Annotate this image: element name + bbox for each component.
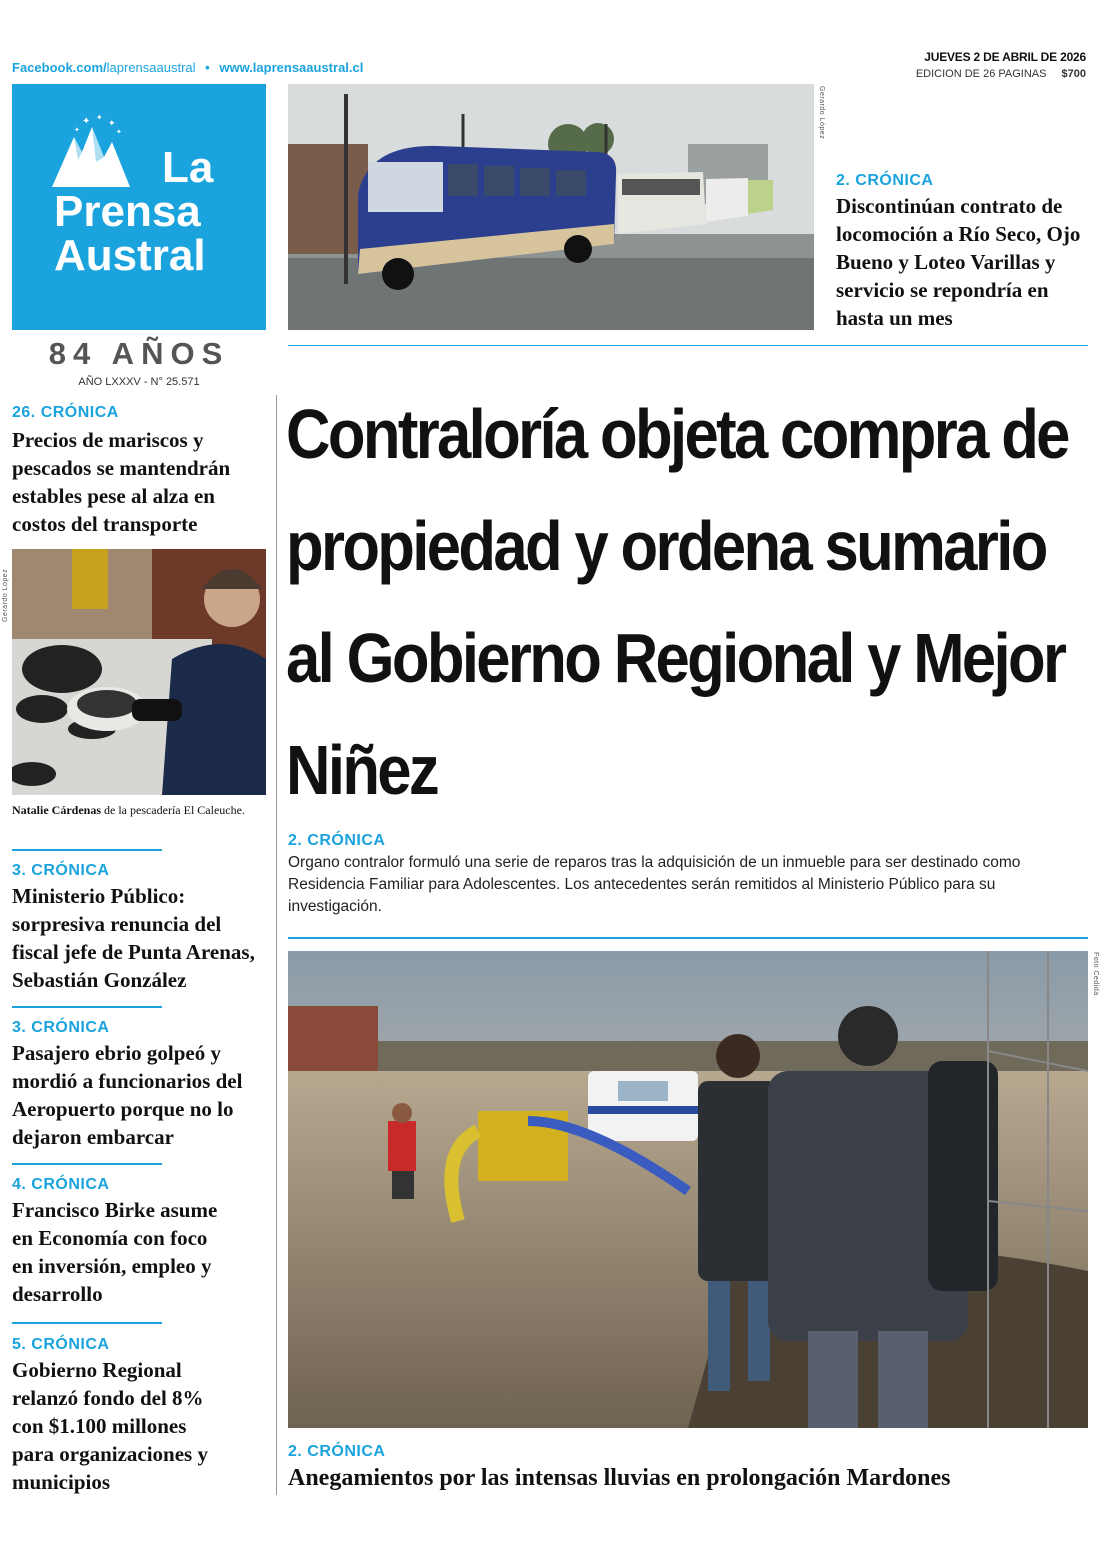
svg-text:✦: ✦ bbox=[108, 118, 116, 128]
divider bbox=[12, 1322, 162, 1324]
item-kicker: 4. CRÓNICA bbox=[12, 1176, 110, 1193]
sidebar-story-seafood[interactable] bbox=[12, 404, 266, 538]
item-kicker: 3. CRÓNICA bbox=[12, 1019, 110, 1036]
svg-text:✦: ✦ bbox=[82, 116, 91, 127]
item-kicker: 5. CRÓNICA bbox=[12, 1336, 110, 1353]
svg-text:✦: ✦ bbox=[116, 129, 122, 136]
item-kicker: 3. CRÓNICA bbox=[12, 862, 110, 879]
divider bbox=[12, 1163, 162, 1165]
sidebar-item[interactable] bbox=[12, 862, 266, 994]
story-kicker: 26. CRÓNICA bbox=[12, 404, 119, 421]
story-kicker: 2. CRÓNICA bbox=[288, 1443, 386, 1460]
photo-credit: Gerardo López bbox=[2, 568, 9, 622]
story-headline: Discontinúan contrato de locomoción a Río Seco, Ojo Bueno y Loteo Varillas y servicio se repondría en hasta un mes bbox=[836, 194, 1081, 330]
sidebar-item[interactable] bbox=[12, 1019, 266, 1151]
flooding-photo bbox=[288, 951, 1088, 1428]
divider bbox=[12, 849, 162, 851]
anniversary-label: 84 AÑOS bbox=[48, 336, 230, 371]
facebook-handle: laprensaaustral bbox=[106, 60, 196, 75]
facebook-domain: Facebook.com/ bbox=[12, 60, 107, 75]
photo-caption bbox=[12, 802, 266, 818]
item-headline: Francisco Birke asume en Economía con foco en inversión, empleo y desarrollo bbox=[12, 1198, 218, 1306]
issue-date: JUEVES 2 DE ABRIL DE 2026 bbox=[924, 50, 1086, 64]
story-kicker: 2. CRÓNICA bbox=[288, 832, 386, 849]
divider bbox=[288, 345, 1088, 346]
edition-info bbox=[916, 68, 1086, 80]
main-headline[interactable]: Contraloría objeta compra de propiedad y ordena sumario al Gobierno Regional y Mejor Niñez bbox=[286, 395, 1068, 809]
caption-name: Natalie Cárdenas bbox=[12, 803, 101, 817]
item-headline: Gobierno Regional relanzó fondo del 8% con $1.100 millones para organizaciones y municipios bbox=[12, 1358, 208, 1494]
divider bbox=[288, 937, 1088, 939]
story-kicker: 2. CRÓNICA bbox=[836, 172, 934, 189]
top-story[interactable] bbox=[836, 172, 1091, 332]
logo-text-austral: Austral bbox=[54, 231, 206, 280]
seafood-vendor-photo bbox=[12, 549, 266, 795]
item-headline: Pasajero ebrio golpeó y mordió a funcionarios del Aeropuerto porque no lo dejaron embarcar bbox=[12, 1041, 243, 1149]
photo-credit: Gerardo López bbox=[818, 86, 825, 140]
story-summary: Organo contralor formuló una serie de reparos tras la adquisición de un inmueble para ser destinado como Residencia Familiar para Adolescentes. Los antecedentes serán remitidos al Ministerio Público para su investigación. bbox=[288, 854, 1021, 915]
mountains-logo-icon bbox=[52, 112, 152, 192]
svg-text:✦: ✦ bbox=[96, 113, 103, 122]
facebook-link[interactable] bbox=[12, 60, 196, 75]
logo-text-prensa: Prensa bbox=[54, 187, 201, 236]
caption-text: de la pescadería El Caleuche. bbox=[101, 803, 245, 817]
story-headline: Anegamientos por las intensas lluvias en prolongación Mardones bbox=[288, 1465, 951, 1491]
svg-text:✦: ✦ bbox=[74, 127, 80, 134]
bullet-separator: • bbox=[205, 60, 210, 75]
photo-credit: Foto Cedida bbox=[1092, 952, 1099, 996]
logo-text-la: La bbox=[162, 143, 214, 192]
item-headline: Ministerio Público: sorpresiva renuncia del fiscal jefe de Punta Arenas, Sebastián González bbox=[12, 884, 255, 992]
edition-pages: EDICION DE 26 PAGINAS bbox=[915, 68, 1047, 80]
issue-number: AÑO LXXXV - N° 25.571 bbox=[78, 376, 200, 388]
masthead-logo[interactable] bbox=[12, 84, 266, 330]
column-separator bbox=[276, 395, 277, 1495]
sidebar-item[interactable] bbox=[12, 1336, 266, 1496]
main-story-summary-block bbox=[288, 832, 1088, 918]
social-links bbox=[12, 60, 363, 75]
price: $700 bbox=[1061, 68, 1086, 80]
sidebar-item[interactable] bbox=[12, 1176, 266, 1308]
buses-photo bbox=[288, 84, 814, 330]
story-headline: Precios de mariscos y pescados se mantendrán estables pese al alza en costos del transporte bbox=[12, 428, 231, 536]
bottom-story[interactable] bbox=[288, 1443, 1088, 1493]
divider bbox=[12, 1006, 162, 1008]
website-link[interactable]: www.laprensaaustral.cl bbox=[219, 60, 364, 75]
